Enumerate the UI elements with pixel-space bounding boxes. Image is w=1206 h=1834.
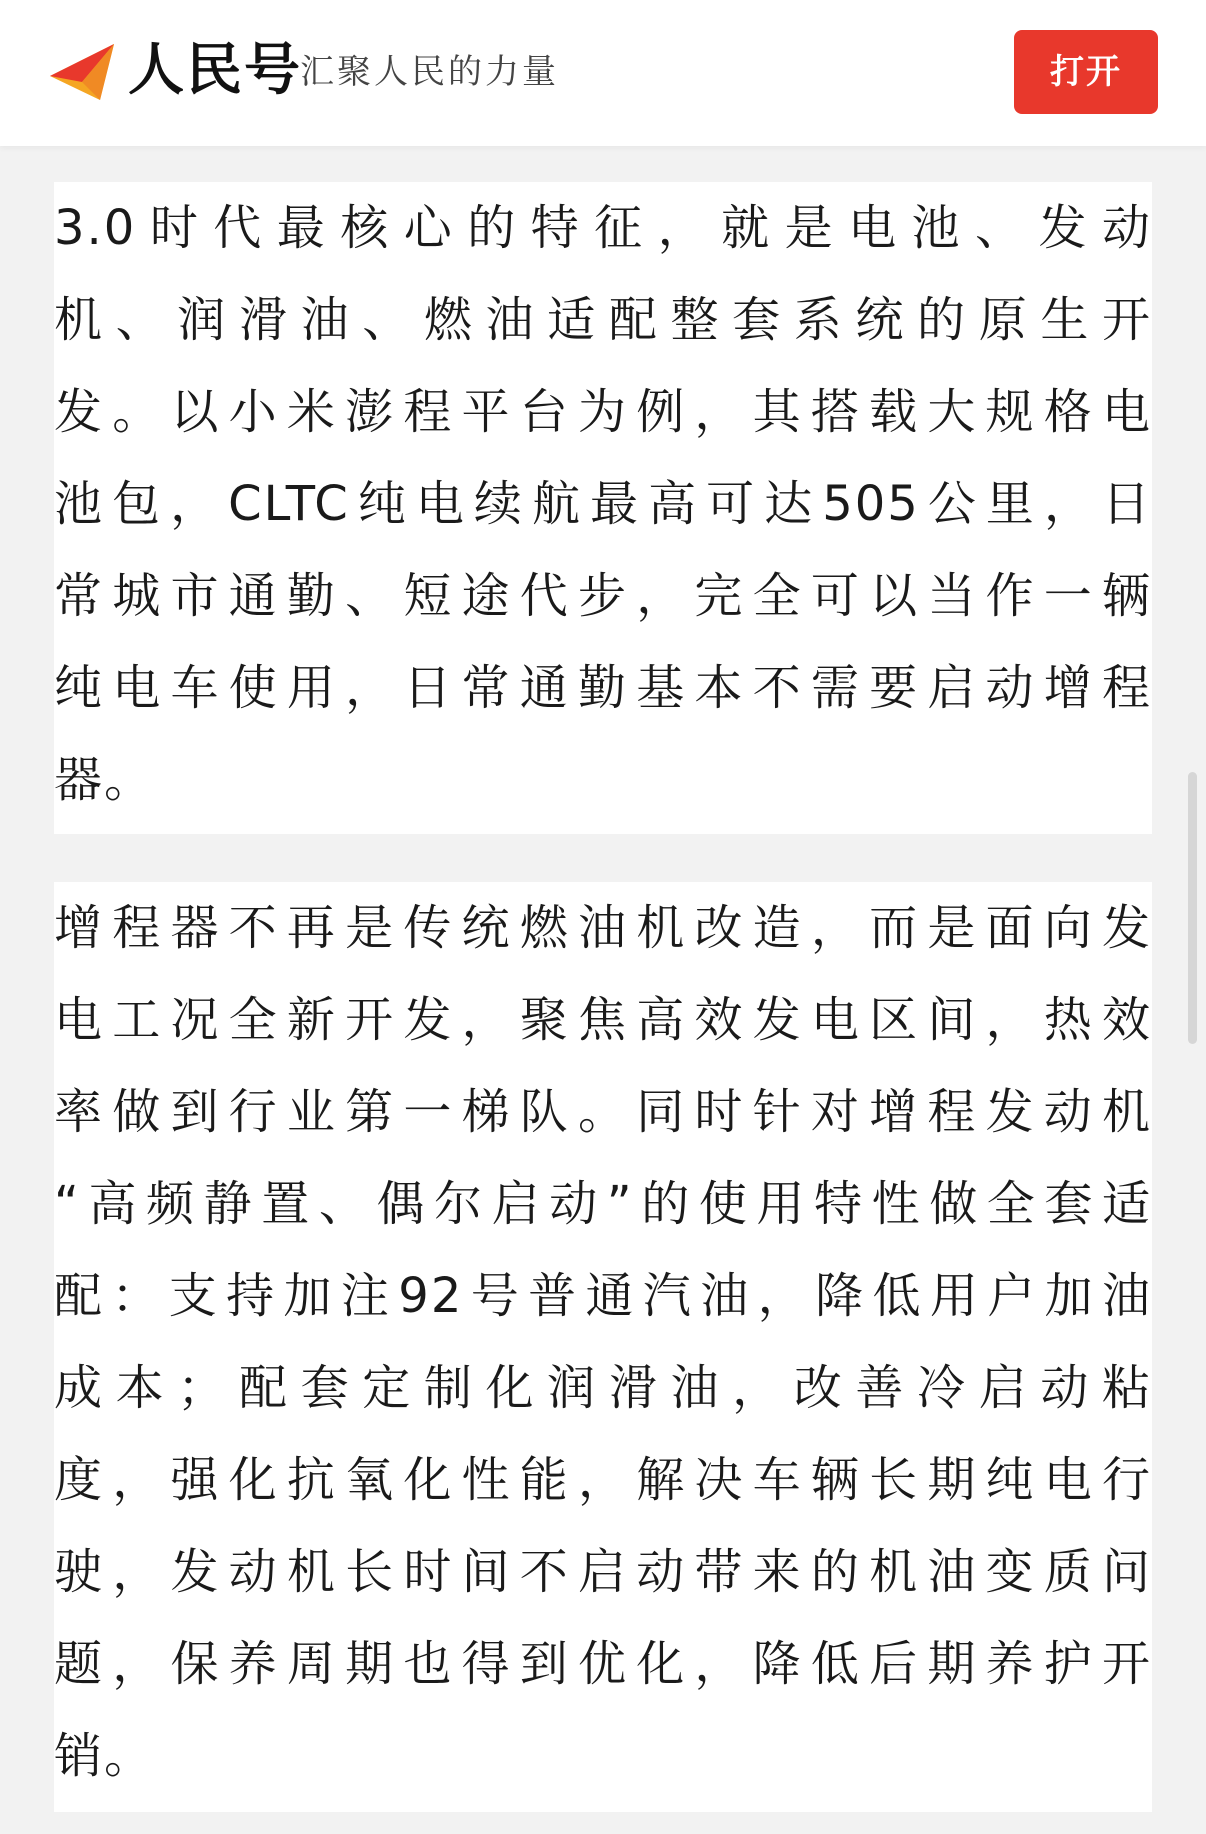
brand-slogan: 汇聚人民的力量 bbox=[300, 52, 559, 92]
app-header bbox=[0, 0, 1206, 146]
paragraph-line: 销。 bbox=[54, 1728, 155, 1784]
paragraph-line: 机、润滑油、燃油适配整套系统的原生开 bbox=[54, 292, 1152, 348]
paragraph-line: 纯电车使用，日常通勤基本不需要启动增程 bbox=[54, 660, 1152, 716]
paragraph-line: 常城市通勤、短途代步，完全可以当作一辆 bbox=[54, 568, 1152, 624]
paragraph-line: 度，强化抗氧化性能，解决车辆长期纯电行 bbox=[54, 1452, 1152, 1508]
paragraph-line: 3.0时代最核心的特征，就是电池、发动 bbox=[54, 200, 1152, 256]
scrollbar[interactable] bbox=[1188, 772, 1197, 1044]
article-paragraph bbox=[54, 882, 1152, 1812]
paragraph-line: 发。以小米澎程平台为例，其搭载大规格电 bbox=[54, 384, 1152, 440]
paragraph-line: 器。 bbox=[54, 752, 155, 808]
paragraph-line: 池包，CLTC纯电续航最高可达505公里，日 bbox=[54, 476, 1152, 532]
paragraph-line: “高频静置、偶尔启动”的使用特性做全套适 bbox=[54, 1176, 1152, 1232]
article-paragraph bbox=[54, 182, 1152, 834]
paragraph-line: 驶，发动机长时间不启动带来的机油变质问 bbox=[54, 1544, 1152, 1600]
paragraph-line: 电工况全新开发，聚焦高效发电区间，热效 bbox=[54, 992, 1152, 1048]
paragraph-line: 增程器不再是传统燃油机改造，而是面向发 bbox=[54, 900, 1152, 956]
paragraph-line: 配：支持加注92号普通汽油，降低用户加油 bbox=[54, 1268, 1152, 1324]
paragraph-line: 成本；配套定制化润滑油，改善冷启动粘 bbox=[54, 1360, 1152, 1416]
paper-plane-logo-icon[interactable] bbox=[48, 42, 116, 102]
paragraph-line: 题，保养周期也得到优化，降低后期养护开 bbox=[54, 1636, 1152, 1692]
paragraph-line: 率做到行业第一梯队。同时针对增程发动机 bbox=[54, 1084, 1152, 1140]
brand-name[interactable]: 人民号 bbox=[128, 38, 302, 103]
open-app-button[interactable]: 打开 bbox=[1014, 30, 1158, 114]
